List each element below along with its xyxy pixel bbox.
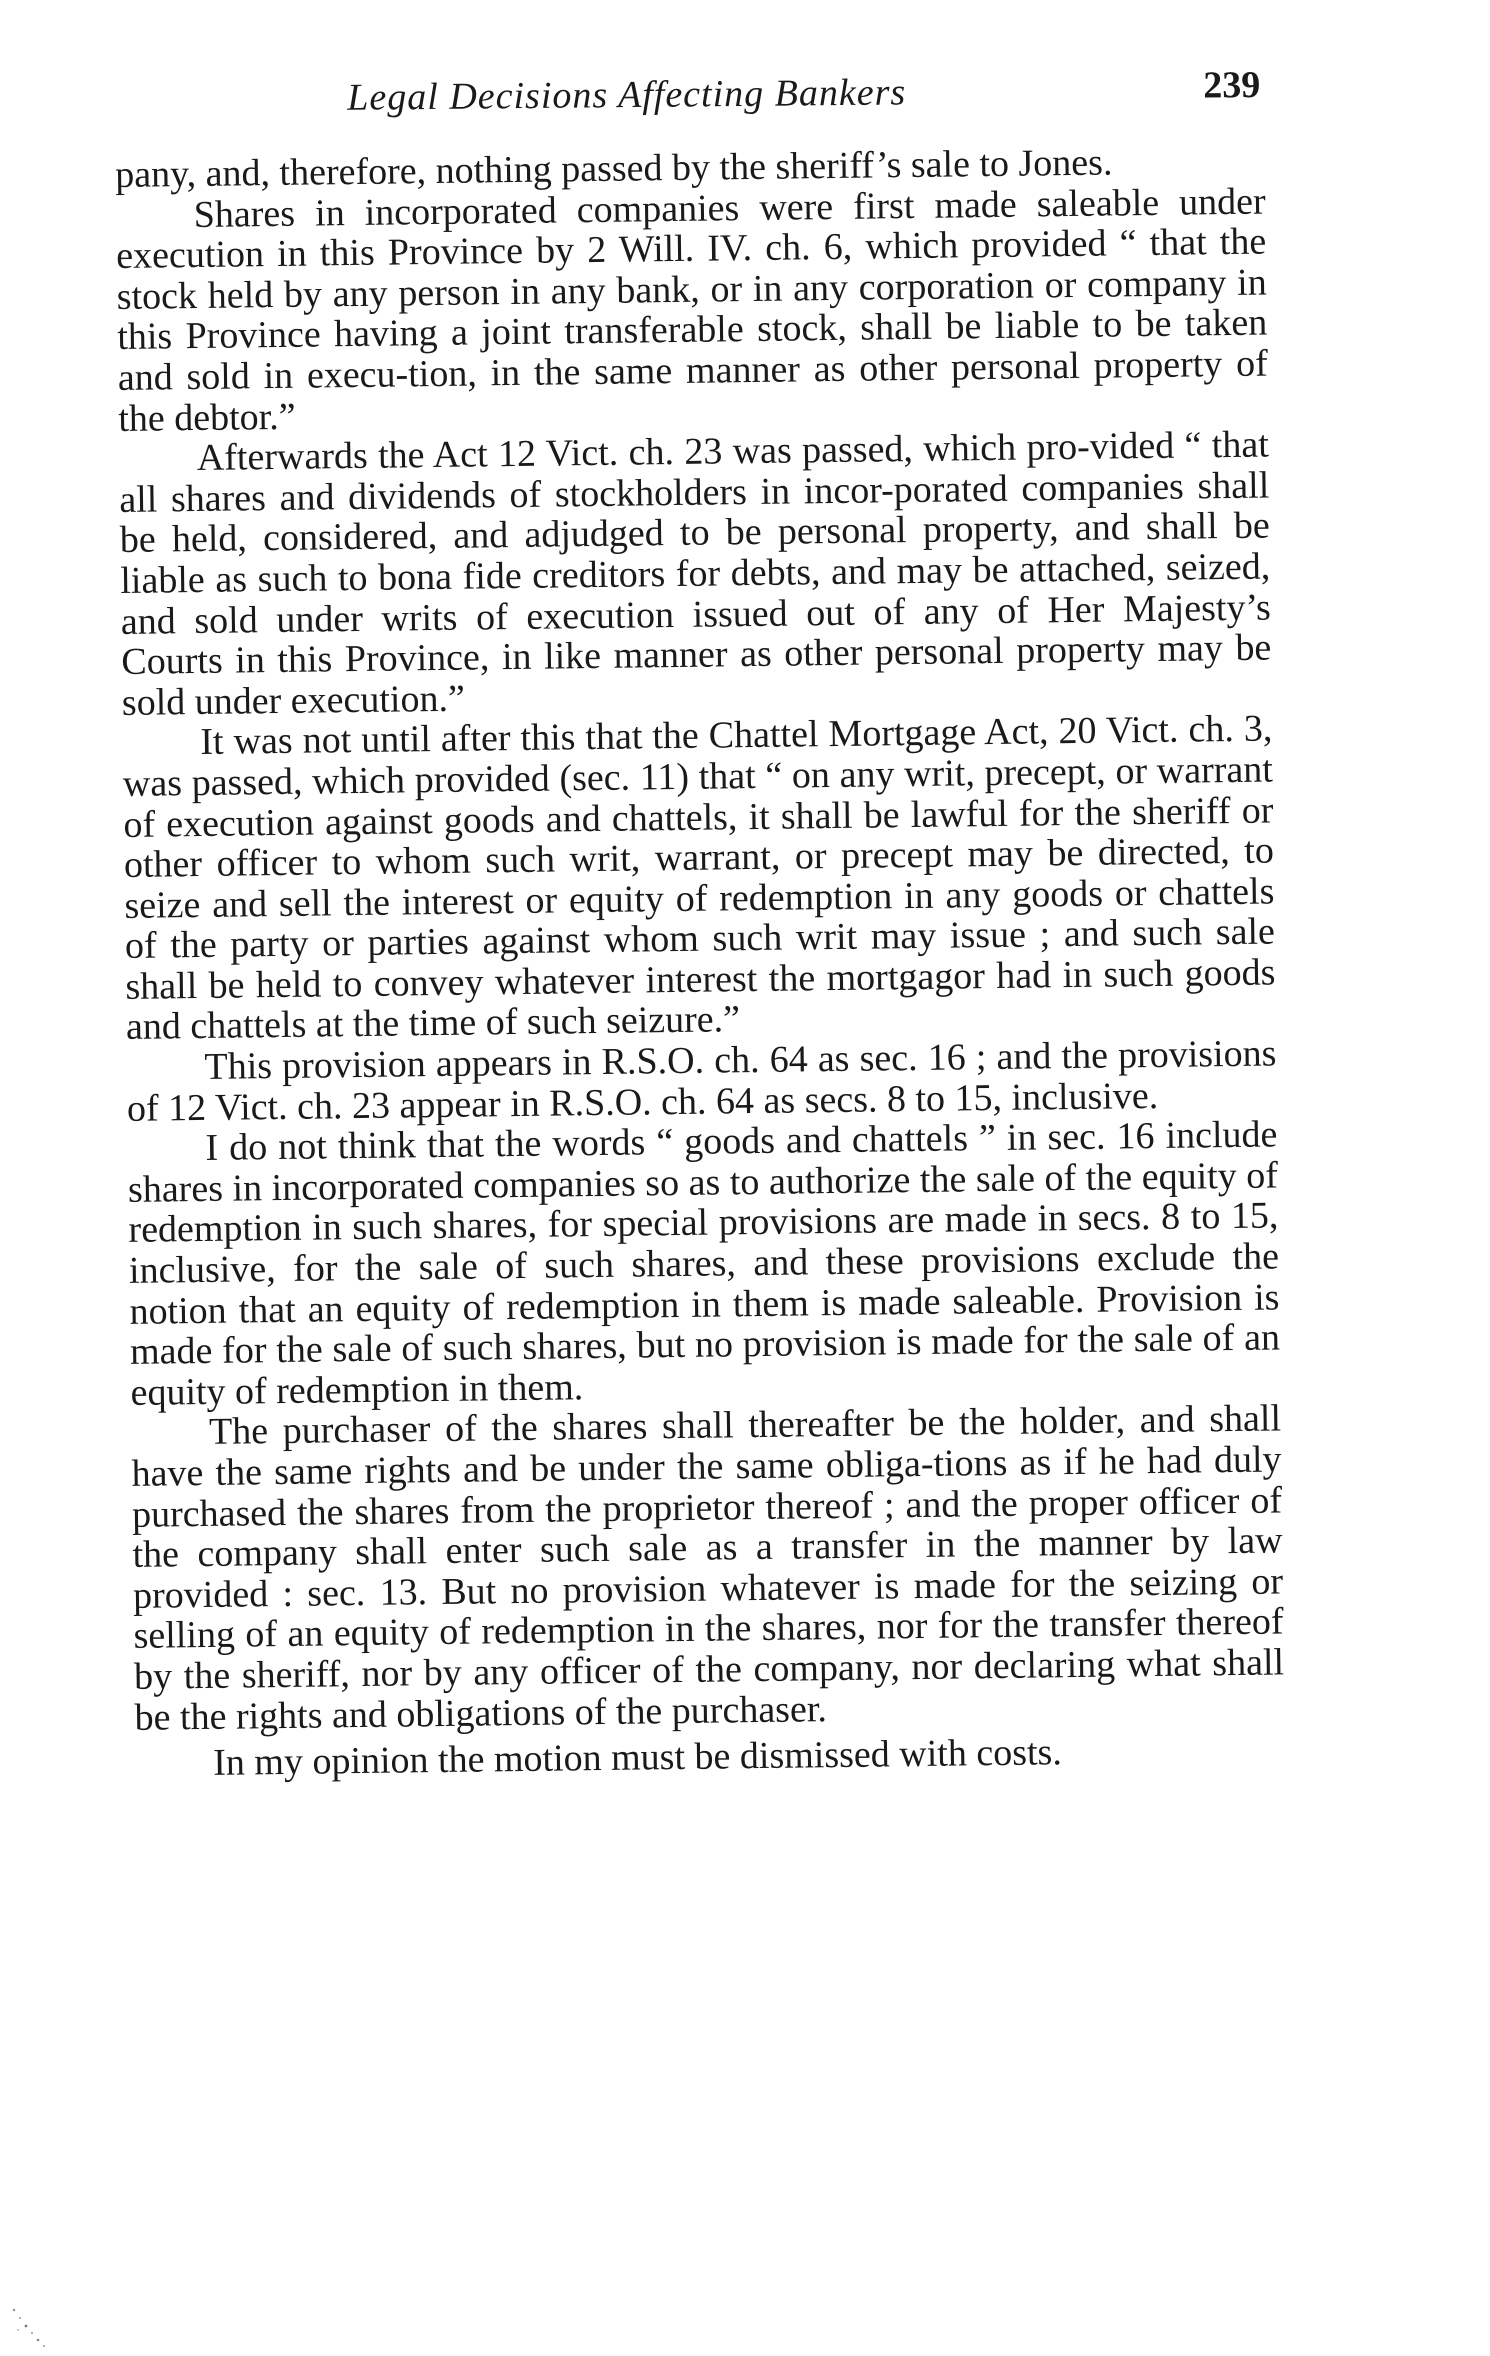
paragraph-shares-saleable: Shares in incorporated companies were first made saleable under execution in this Province by 2 Will. IV. ch. 6, which provided “ that the stock held by any person in any bank, or in any corporation or company in this Province having a joint transferable stock, shall be liable to be taken and sold in execu-tion, in the same manner as other personal property of the debtor.”	[116, 180, 1268, 440]
paragraph-goods-and-chattels: I do not think that the words “ goods and chattels ” in sec. 16 include shares in incorporated companies so as to authorize the sale of the equity of redemption in such shares, for special provisions are made in secs. 8 to 15, inclusive, for the sale of such shares, and these provisions exclude the notion that an equity of redemption in them is made saleable. Provision is made for the sale of such shares, but no provision is made for the sale of an equity of redemption in them.	[127, 1113, 1281, 1414]
page-number: 239	[1202, 64, 1261, 107]
page-header	[115, 59, 1261, 130]
paragraph-chattel-mortgage-act: It was not until after this that the Chattel Mortgage Act, 20 Vict. ch. 3, was passed, which provided (sec. 11) that “ on any writ, precept, or warrant of execution against goods and chattels, it shall be lawful for the sheriff or other officer to whom such writ, warrant, or precept may be directed, to seize and sell the interest or equity of redemption in any goods or chattels of the party or parties against whom such writ may issue ; and such sale shall be held to convey whatever interest the mortgagor had in such goods and chattels at the time of such seizure.”	[122, 707, 1276, 1049]
running-title: Legal Decisions Affecting Bankers	[347, 71, 907, 119]
body-text	[115, 141, 1285, 1785]
paragraph-conclusion: In my opinion the motion must be dismissed with costs.	[212, 1731, 1063, 1785]
paragraph-act-12-vict: Afterwards the Act 12 Vict. ch. 23 was passed, which pro-vided “ that all shares and dividends of stockholders in incor-porated companies shall be held, considered, and adjudged to be personal property, and shall be liable as such to bona fide creditors for debts, and may be attached, seized, and sold under writs of execution issued out of any of Her Majesty’s Courts in this Province, in like manner as other personal property may be sold under execution.”	[119, 423, 1272, 724]
scan-speck-mark	[6, 2300, 52, 2350]
paragraph-continuation: pany, and, therefore, nothing passed by the sheriff’s sale to Jones.	[114, 141, 1113, 196]
paragraph-purchaser-rights: The purchaser of the shares shall thereafter be the holder, and shall have the same rights and be under the same obliga-tions as if he had duly purchased the shares from the proprietor thereof ; and the proper officer of the company shall enter such sale as a transfer in the manner by law provided : sec. 13. But no provision whatever is made for the seizing or selling of an equity of redemption in the shares, nor for the transfer thereof by the sheriff, nor by any officer of the company, nor declaring what shall be the rights and obligations of the purchaser.	[131, 1397, 1285, 1739]
paragraph-rso-provision: This provision appears in R.S.O. ch. 64 as sec. 16 ; and the provisions of 12 Vict. ch. 23 appear in R.S.O. ch. 64 as secs. 8 to 15, inclusive.	[126, 1032, 1277, 1130]
